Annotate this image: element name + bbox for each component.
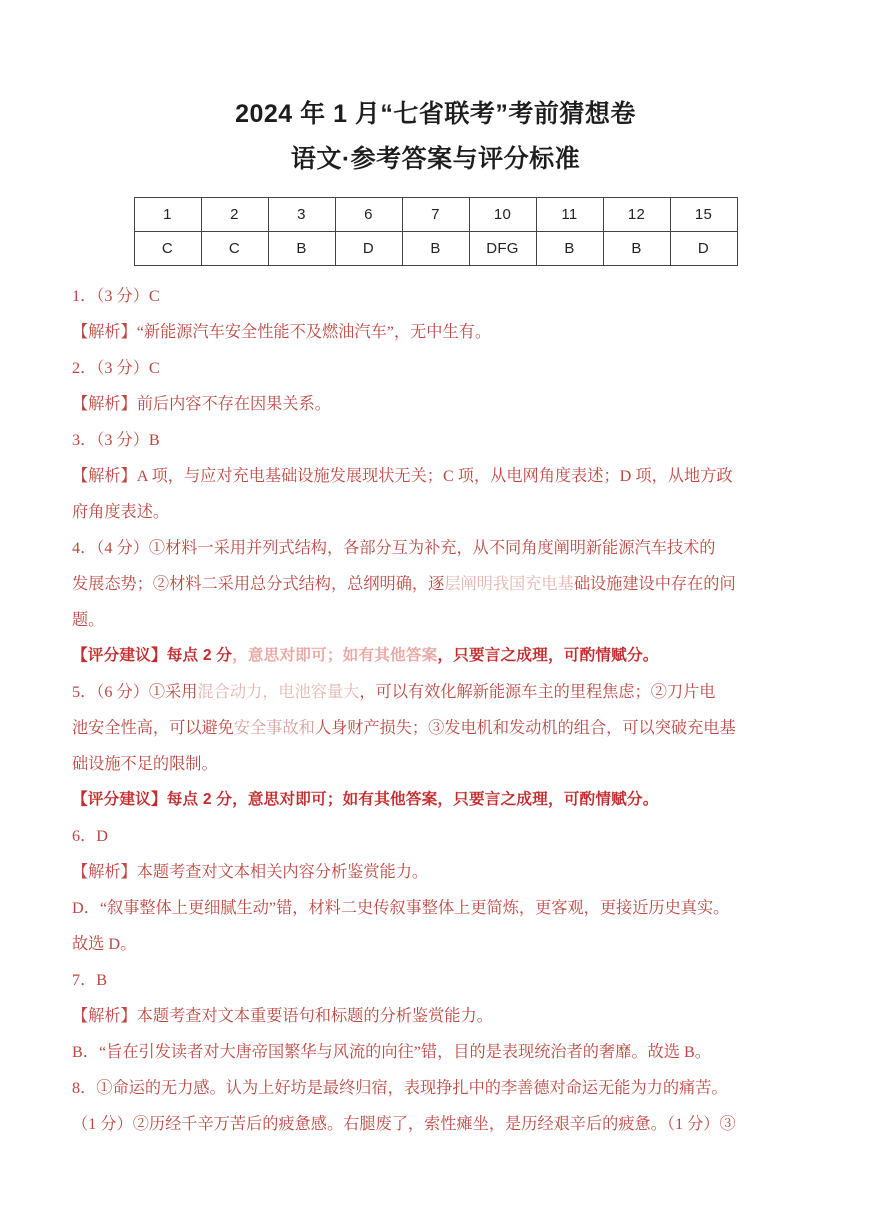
question-5-line-1-part-a: 5．（6 分）①采用 xyxy=(72,683,198,702)
table-cell-qnum: 11 xyxy=(536,198,603,232)
question-7-heading: 7．B xyxy=(72,971,108,990)
table-cell-answer: B xyxy=(536,232,603,266)
question-1-explanation: 【解析】“新能源汽车安全性能不及燃油汽车”，无中生有。 xyxy=(72,323,492,342)
question-4-line-2-part-b: 础设施建设中存在的问 xyxy=(573,575,736,594)
answer-block-q1 xyxy=(72,278,799,350)
question-3-explanation-line-1: 【解析】A 项，与应对充电基础设施发展现状无关；C 项，从电网角度表述；D 项，从地方政 xyxy=(72,467,733,486)
table-cell-answer: B xyxy=(603,232,670,266)
question-4-line-2 xyxy=(72,566,799,602)
question-4-line-3: 题。 xyxy=(72,611,105,630)
question-4-line-2-part-a: 发展态势；②材料二采用总分式结构，总纲明确，逐 xyxy=(72,575,445,594)
question-4-line-1: 4．（4 分）①材料一采用并列式结构，各部分互为补充，从不同角度阐明新能源汽车技术的 xyxy=(72,539,716,558)
question-7-analysis: B．“旨在引发读者对大唐帝国繁华与风流的向往”错，目的是表现统治者的奢靡。故选 B。 xyxy=(72,1043,711,1062)
scoring-note-part-b: ，只要言之成理，可酌情赋分。 xyxy=(437,647,659,665)
question-2-heading: 2．（3 分）C xyxy=(72,359,160,378)
question-6-analysis-line-1: D．“叙事整体上更细腻生动”错，材料二史传叙事整体上更简炼，更客观，更接近历史真实。 xyxy=(72,899,730,918)
answer-block-q7 xyxy=(72,962,799,1070)
page-title: 2024 年 1 月“七省联考”考前猜想卷 xyxy=(235,100,636,128)
table-cell-answer: D xyxy=(335,232,402,266)
question-8-line-1: 8．①命运的无力感。认为上好坊是最终归宿，表现挣扎中的李善德对命运无能为力的痛苦。 xyxy=(72,1079,728,1098)
answer-summary-table xyxy=(134,197,738,266)
question-6-analysis-line-2: 故选 D。 xyxy=(72,935,137,954)
question-7-explanation: 【解析】本题考查对文本重要语句和标题的分析鉴赏能力。 xyxy=(72,1007,493,1026)
answer-block-q5 xyxy=(72,674,799,818)
table-cell-answer: DFG xyxy=(469,232,536,266)
question-5-line-2-part-a: 池安全性高，可以避免 xyxy=(72,719,234,738)
question-2-explanation: 【解析】前后内容不存在因果关系。 xyxy=(72,395,331,414)
scoring-note-part-a: 【评分建议】每点 2 分 xyxy=(72,647,233,665)
question-6-heading: 6．D xyxy=(72,827,108,846)
question-1-heading: 1．（3 分）C xyxy=(72,287,160,306)
table-cell-qnum: 3 xyxy=(268,198,335,232)
scoring-note-faded: ，意思对即可；如有其他答案 xyxy=(232,647,438,665)
answers-content xyxy=(72,278,799,1142)
question-5-line-2 xyxy=(72,710,799,746)
table-cell-answer: C xyxy=(134,232,201,266)
question-5-scoring-note: 【评分建议】每点 2 分，意思对即可；如有其他答案，只要言之成理，可酌情赋分。 xyxy=(72,791,659,809)
table-cell-qnum: 2 xyxy=(201,198,268,232)
question-3-heading: 3．（3 分）B xyxy=(72,431,160,450)
answer-block-q2 xyxy=(72,350,799,422)
answer-table-wrapper xyxy=(0,197,871,266)
question-5-line-1-part-b: ，可以有效化解新能源车主的里程焦虑；②刀片电 xyxy=(359,683,716,702)
page-subtitle: 语文·参考答案与评分标准 xyxy=(290,145,581,174)
table-row-question-numbers xyxy=(134,198,737,232)
question-5-line-1-faded: 混合动力，电池容量大 xyxy=(197,683,360,702)
question-5-line-2-part-b: 人身财产损失；③发电机和发动机的组合，可以突破充电基 xyxy=(314,719,736,738)
question-5-line-2-faded: 安全事故和 xyxy=(233,719,315,738)
answer-block-q4 xyxy=(72,530,799,674)
question-3-explanation-line-2: 府角度表述。 xyxy=(72,503,170,522)
answer-block-q8 xyxy=(72,1070,799,1142)
question-8-line-2: （1 分）②历经千辛万苦后的疲惫感。右腿废了，索性瘫坐，是历经艰辛后的疲惫。（1 分）③ xyxy=(72,1115,736,1134)
answer-block-q3 xyxy=(72,422,799,530)
answer-block-q6 xyxy=(72,818,799,962)
table-cell-qnum: 6 xyxy=(335,198,402,232)
table-cell-qnum: 15 xyxy=(670,198,737,232)
table-cell-qnum: 10 xyxy=(469,198,536,232)
question-4-scoring-note xyxy=(72,638,799,674)
table-cell-qnum: 12 xyxy=(603,198,670,232)
question-5-line-3: 础设施不足的限制。 xyxy=(72,755,218,774)
table-cell-answer: B xyxy=(268,232,335,266)
question-5-line-1 xyxy=(72,674,799,710)
question-4-line-2-faded: 层阐明我国充电基 xyxy=(444,575,574,594)
table-cell-answer: D xyxy=(670,232,737,266)
question-6-explanation: 【解析】本题考查对文本相关内容分析鉴赏能力。 xyxy=(72,863,429,882)
table-row-answers xyxy=(134,232,737,266)
table-cell-answer: B xyxy=(402,232,469,266)
table-cell-answer: C xyxy=(201,232,268,266)
table-cell-qnum: 7 xyxy=(402,198,469,232)
title-block xyxy=(0,0,871,179)
table-cell-qnum: 1 xyxy=(134,198,201,232)
